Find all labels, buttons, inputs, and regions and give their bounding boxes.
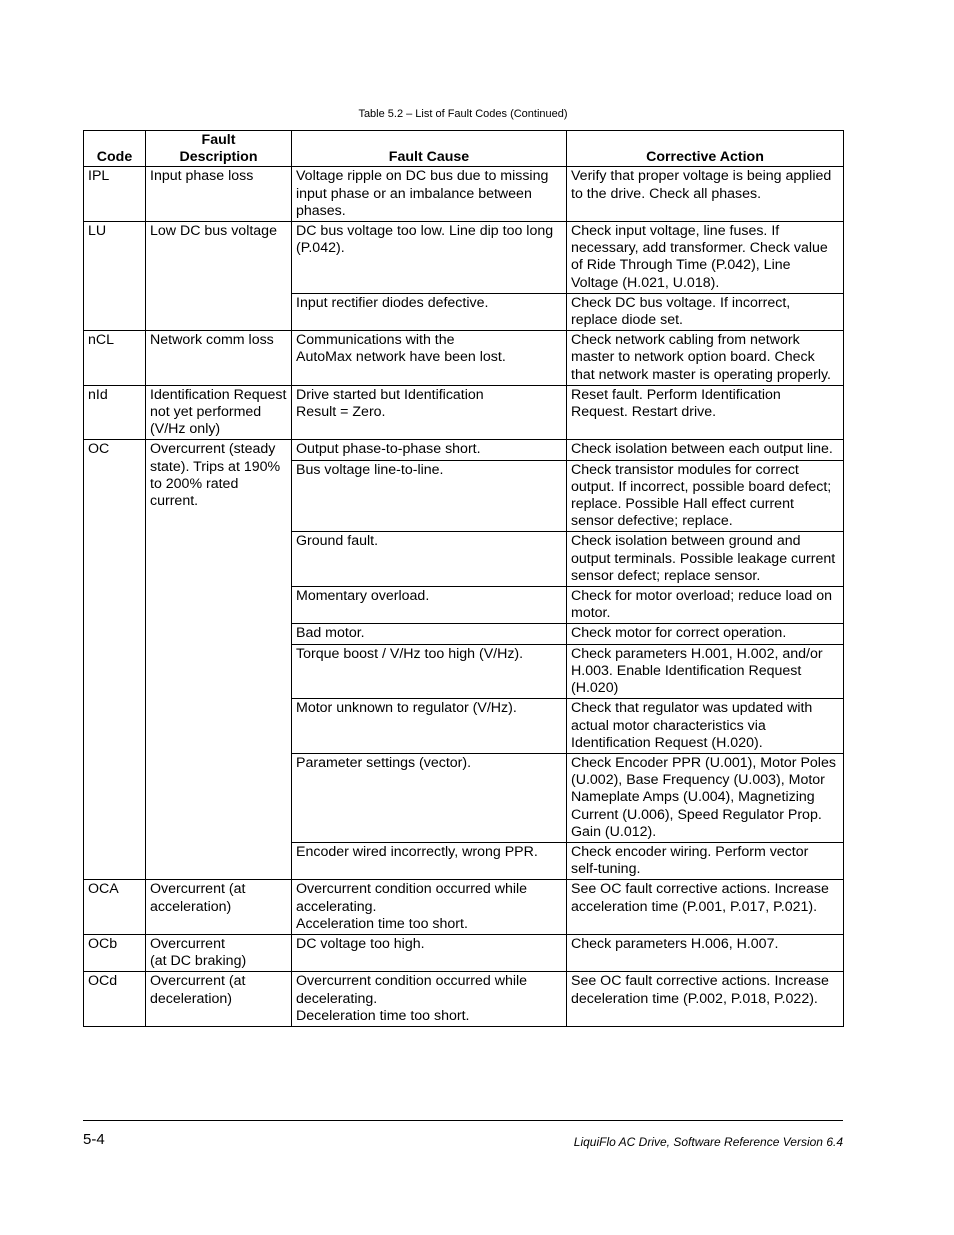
- page-number: 5-4: [83, 1131, 105, 1148]
- corrective-action-cell: Check isolation between ground and output terminals. Possible leakage current sensor defect; replace sensor.: [567, 532, 844, 587]
- table-row: [84, 440, 844, 460]
- corrective-action-cell: See OC fault corrective actions. Increase deceleration time (P.002, P.018, P.022).: [567, 972, 844, 1027]
- fault-code-cell: nCL: [84, 331, 146, 386]
- header-corrective-action: Corrective Action: [567, 131, 844, 167]
- fault-cause-cell: Parameter settings (vector).: [292, 753, 567, 842]
- fault-cause-cell: Encoder wired incorrectly, wrong PPR.: [292, 842, 567, 879]
- corrective-action-cell: See OC fault corrective actions. Increase acceleration time (P.001, P.017, P.021).: [567, 880, 844, 935]
- table-caption: Table 5.2 – List of Fault Codes (Continued): [358, 108, 568, 120]
- fault-cause-cell: Communications with the AutoMax network have been lost.: [292, 331, 567, 386]
- fault-code-cell: OC: [84, 440, 146, 880]
- fault-description-cell: Low DC bus voltage: [146, 222, 292, 331]
- fault-code-cell: OCd: [84, 972, 146, 1027]
- fault-cause-cell: Torque boost / V/Hz too high (V/Hz).: [292, 644, 567, 699]
- corrective-action-cell: Check parameters H.006, H.007.: [567, 934, 844, 971]
- corrective-action-cell: Check encoder wiring. Perform vector self-tuning.: [567, 842, 844, 879]
- fault-description-cell: Input phase loss: [146, 167, 292, 222]
- corrective-action-cell: Check isolation between each output line.: [567, 440, 844, 460]
- fault-code-cell: LU: [84, 222, 146, 331]
- corrective-action-cell: Check transistor modules for correct output. If incorrect, possible board defect; replace. Possible Hall effect current sensor defective; replace.: [567, 460, 844, 532]
- corrective-action-cell: Check parameters H.001, H.002, and/or H.003. Enable Identification Request (H.020): [567, 644, 844, 699]
- fault-code-cell: OCb: [84, 934, 146, 971]
- corrective-action-cell: Check motor for correct operation.: [567, 624, 844, 644]
- fault-cause-cell: Momentary overload.: [292, 587, 567, 624]
- fault-cause-cell: Drive started but Identification Result = Zero.: [292, 385, 567, 440]
- fault-description-cell: Network comm loss: [146, 331, 292, 386]
- table-row: [84, 331, 844, 386]
- corrective-action-cell: Check that regulator was updated with actual motor characteristics via Identification Request (H.020).: [567, 699, 844, 754]
- fault-description-cell: Overcurrent (steady state). Trips at 190% to 200% rated current.: [146, 440, 292, 880]
- corrective-action-cell: Check for motor overload; reduce load on motor.: [567, 587, 844, 624]
- table-row: [84, 934, 844, 971]
- fault-code-cell: nId: [84, 385, 146, 440]
- fault-description-cell: Overcurrent (at deceleration): [146, 972, 292, 1027]
- corrective-action-cell: Check input voltage, line fuses. If necessary, add transformer. Check value of Ride Through Time (P.042), Line Voltage (H.021, U.018).: [567, 222, 844, 294]
- corrective-action-cell: Reset fault. Perform Identification Request. Restart drive.: [567, 385, 844, 440]
- corrective-action-cell: Verify that proper voltage is being applied to the drive. Check all phases.: [567, 167, 844, 222]
- fault-cause-cell: Ground fault.: [292, 532, 567, 587]
- document-title: LiquiFlo AC Drive, Software Reference Version 6.4: [573, 1135, 843, 1149]
- fault-cause-cell: DC bus voltage too low. Line dip too long (P.042).: [292, 222, 567, 294]
- header-fault-cause: Fault Cause: [292, 131, 567, 167]
- fault-cause-cell: Output phase-to-phase short.: [292, 440, 567, 460]
- footer-rule: [83, 1120, 843, 1121]
- corrective-action-cell: Check DC bus voltage. If incorrect, replace diode set.: [567, 293, 844, 330]
- fault-code-cell: IPL: [84, 167, 146, 222]
- corrective-action-cell: Check network cabling from network master to network option board. Check that network master is operating properly.: [567, 331, 844, 386]
- fault-cause-cell: DC voltage too high.: [292, 934, 567, 971]
- fault-cause-cell: Motor unknown to regulator (V/Hz).: [292, 699, 567, 754]
- fault-cause-cell: Bus voltage line-to-line.: [292, 460, 567, 532]
- fault-cause-cell: Input rectifier diodes defective.: [292, 293, 567, 330]
- fault-cause-cell: Bad motor.: [292, 624, 567, 644]
- fault-description-cell: Identification Request not yet performed (V/Hz only): [146, 385, 292, 440]
- fault-cause-cell: Overcurrent condition occurred while decelerating. Deceleration time too short.: [292, 972, 567, 1027]
- table-body: [84, 167, 844, 1027]
- corrective-action-cell: Check Encoder PPR (U.001), Motor Poles (U.002), Base Frequency (U.003), Motor Nameplate Amps (U.004), Magnetizing Current (U.006), Speed Regulator Prop. Gain (U.012).: [567, 753, 844, 842]
- table-header-row: [84, 131, 844, 167]
- fault-code-cell: OCA: [84, 880, 146, 935]
- table-row: [84, 880, 844, 935]
- header-code: Code: [84, 131, 146, 167]
- header-fault-description: Fault Description: [146, 131, 292, 167]
- table-row: [84, 972, 844, 1027]
- table-row: [84, 222, 844, 294]
- fault-description-cell: Overcurrent (at DC braking): [146, 934, 292, 971]
- fault-description-cell: Overcurrent (at acceleration): [146, 880, 292, 935]
- fault-cause-cell: Overcurrent condition occurred while accelerating. Acceleration time too short.: [292, 880, 567, 935]
- table-row: [84, 385, 844, 440]
- table-row: [84, 167, 844, 222]
- fault-cause-cell: Voltage ripple on DC bus due to missing input phase or an imbalance between phases.: [292, 167, 567, 222]
- fault-codes-table: [83, 130, 844, 1027]
